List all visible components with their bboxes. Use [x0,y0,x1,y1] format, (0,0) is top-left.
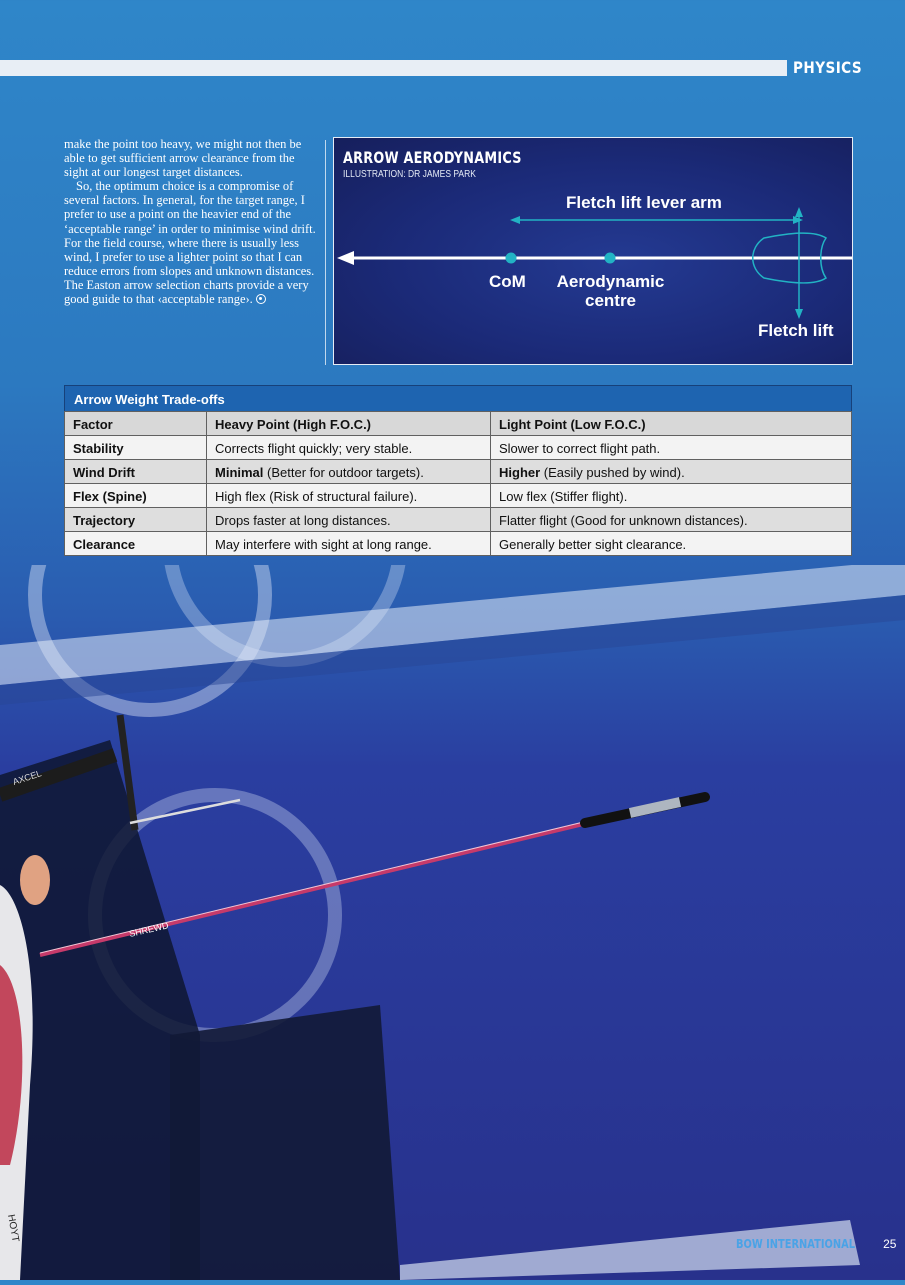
table-row [65,532,852,556]
factor-cell: Clearance [65,532,207,556]
arrowhead-icon [337,251,354,265]
table-caption: Arrow Weight Trade-offs [64,385,852,411]
com-marker [506,253,517,264]
end-mark-icon [256,294,266,304]
aero-centre-label: Aerodynamic centre [556,272,665,310]
fletch-lift-down-arrow-icon [795,309,803,319]
diagram-title: ARROW AERODYNAMICS [343,148,522,167]
background-photo [0,565,905,1280]
column-divider [325,140,326,365]
light-cell: Generally better sight clearance. [491,532,852,556]
limb-text: HOYT [5,1213,21,1243]
factor-cell: Trajectory [65,508,207,532]
article-paragraph [64,278,316,306]
factor-cell: Wind Drift [65,460,207,484]
column-header: Light Point (Low F.O.C.) [491,412,852,436]
table-row [65,508,852,532]
lever-arm-label: Fletch lift lever arm [566,193,722,212]
table-row [65,460,852,484]
fletch-lift-up-arrow-icon [795,207,803,217]
light-cell: Higher (Easily pushed by wind). [491,460,852,484]
article-paragraph: make the point too heavy, we might not then be able to get sufficient arrow clearance from the sight at our longest target distances. [64,137,302,180]
light-cell: Slower to correct flight path. [491,436,852,460]
light-cell: Low flex (Stiffer flight). [491,484,852,508]
heavy-cell: Drops faster at long distances. [207,508,491,532]
trade-offs-table [64,385,852,556]
table-row [65,484,852,508]
factor-cell: Stability [65,436,207,460]
header-rule [0,60,787,76]
lever-arm-left-arrow-icon [510,216,520,224]
article-paragraph: So, the optimum choice is a compromise of several factors. In general, for the target range, I prefer to use a point on the heavier end of the ‘acceptable range’ in order to minimise wind drift. For the field course, where there is usually less wind, I prefer to use a lighter point so that I can reduce errors from slopes and unknown distances. [64,179,316,278]
magazine-name: BOW INTERNATIONAL [736,1237,856,1251]
arrow-point-band [630,802,680,813]
page-footer [736,1237,896,1251]
dark-structure [170,1005,400,1280]
column-header: Factor [65,412,207,436]
com-label: CoM [489,272,526,291]
trade-offs-table-container [64,385,852,556]
article-paragraph-text: The Easton arrow selection charts provide a very good guide to that ‹acceptable range›. [64,277,309,307]
page-number: 25 [883,1237,897,1251]
article-body [64,137,316,306]
riser-text: AXCEL [11,768,43,787]
aero-centre-marker [605,253,616,264]
heavy-cell: Minimal (Better for outdoor targets). [207,460,491,484]
arrow-aerodynamics-diagram [333,137,853,365]
column-header: Heavy Point (High F.O.C.) [207,412,491,436]
table-header-row [65,412,852,436]
section-label: PHYSICS [793,58,863,77]
heavy-cell: High flex (Risk of structural failure). [207,484,491,508]
arrow-text: SHREWD [128,920,170,939]
factor-cell: Flex (Spine) [65,484,207,508]
fletch-lift-label: Fletch lift [758,321,834,340]
heavy-cell: Corrects flight quickly; very stable. [207,436,491,460]
diagram-credit: ILLUSTRATION: DR JAMES PARK [343,169,476,180]
heavy-cell: May interfere with sight at long range. [207,532,491,556]
light-cell: Flatter flight (Good for unknown distances). [491,508,852,532]
table-row [65,436,852,460]
hand [20,855,50,905]
lever-arm-right-arrow-icon [793,216,803,224]
